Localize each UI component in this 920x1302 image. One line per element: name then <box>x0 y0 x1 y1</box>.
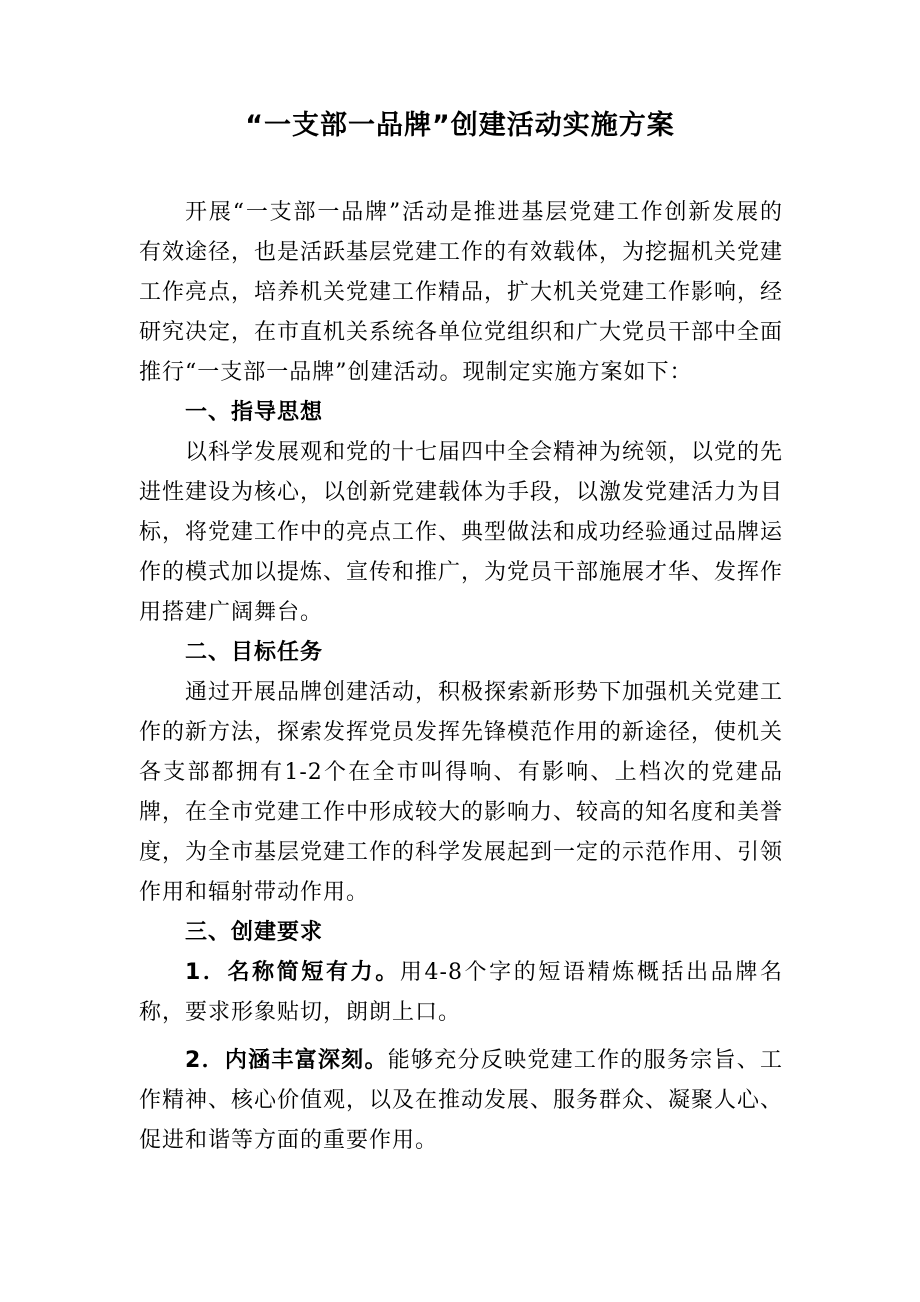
requirement-item-2-text: 能够充分反映党建工作的服务宗旨、工作精神、核心价值观，以及在推动发展、服务群众、凝聚人心、促进和谐等方面的重要作用。 <box>139 1048 784 1153</box>
section-text-objectives: 通过开展品牌创建活动，积极探索新形势下加强机关党建工作的新方法，探索发挥党员发挥先锋模范作用的新途径，使机关各支部都拥有1-2个在全市叫得响、有影响、上档次的党建品牌，在全市党建工作中形成较大的影响力、较高的知名度和美誉度，为全市基层党建工作的科学发展起到一定的示范作用、引领作用和辐射带动作用。 <box>139 680 784 905</box>
requirement-item-1-lead: 1．名称简短有力。 <box>185 960 400 985</box>
section-heading-objectives: 二、目标任务 <box>185 640 324 665</box>
document-body <box>139 193 783 1161</box>
intro-paragraph: 开展“一支部一品牌”活动是推进基层党建工作创新发展的有效途径，也是活跃基层党建工作的有效载体，为挖掘机关党建工作亮点，培养机关党建工作精品，扩大机关党建工作影响，经研究决定，在市直机关系统各单位党组织和广大党员干部中全面推行“一支部一品牌”创建活动。现制定实施方案如下： <box>139 200 784 385</box>
requirement-item-1-text: 用4-8个字的短语精炼概括出品牌名称，要求形象贴切，朗朗上口。 <box>139 960 783 1025</box>
paragraph-gap <box>139 1033 783 1041</box>
section-heading-requirements: 三、创建要求 <box>185 920 324 945</box>
section-heading-guiding-ideology: 一、指导思想 <box>185 400 324 425</box>
section-text-guiding-ideology: 以科学发展观和党的十七届四中全会精神为统领，以党的先进性建设为核心，以创新党建载体为手段，以激发党建活力为目标，将党建工作中的亮点工作、典型做法和成功经验通过品牌运作的模式加以提炼、宣传和推广，为党员干部施展才华、发挥作用搭建广阔舞台。 <box>139 440 784 625</box>
requirement-item-2 <box>139 1041 783 1161</box>
requirement-item-1 <box>139 953 783 1033</box>
document-title: “一支部一品牌”创建活动实施方案 <box>245 110 675 141</box>
requirement-item-2-lead: 2．内涵丰富深刻。 <box>185 1048 388 1073</box>
